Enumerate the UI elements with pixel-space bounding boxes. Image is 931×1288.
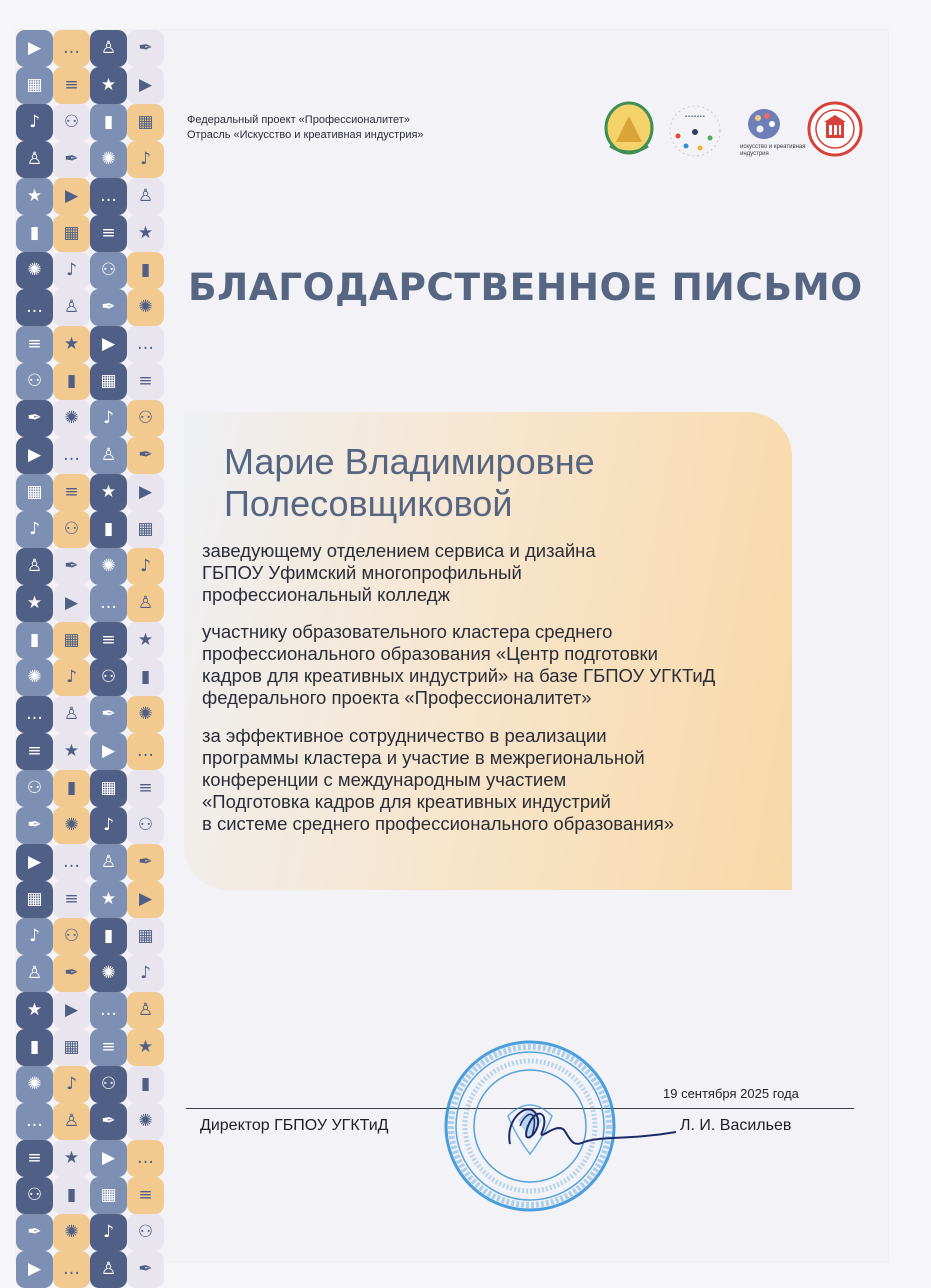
chat-icon: … [127,1140,164,1177]
star-icon: ★ [16,585,53,622]
audio-icon: ▮ [90,104,127,141]
recipient-name-line1: Марие Владимировне [224,441,595,482]
star-icon: ★ [90,881,127,918]
star-icon: ★ [53,326,90,363]
play-icon: ▶ [16,844,53,881]
document-icon: ≡ [90,215,127,252]
palette-icon [740,106,810,142]
film-icon: ▦ [16,67,53,104]
art-industry-logo [740,106,810,166]
audio-icon: ▮ [16,1029,53,1066]
people-icon: ⚇ [16,1177,53,1214]
letter-title: БЛАГОДАРСТВЕННОЕ ПИСЬМО [188,265,863,309]
gratitude-reason: за эффективное сотрудничество в реализации программы кластера и участие в межрегиональной конференции с международным участием «Подготовка кадров для креативных индустрий в системе среднего профессионального образования» [202,725,675,834]
aperture-icon: ✺ [16,1066,53,1103]
note-icon: ♪ [16,918,53,955]
chat-icon: … [16,1103,53,1140]
star-icon: ★ [16,178,53,215]
dress-icon: ♙ [127,585,164,622]
pen-nib-icon: ✒ [127,30,164,67]
document-icon: ≡ [127,1177,164,1214]
document-icon: ≡ [53,881,90,918]
note-icon: ♪ [127,955,164,992]
star-icon: ★ [127,622,164,659]
film-icon: ▦ [90,1177,127,1214]
pen-nib-icon: ✒ [16,807,53,844]
document-icon: ≡ [127,363,164,400]
note-icon: ♪ [127,548,164,585]
chat-icon: … [90,992,127,1029]
chat-icon: … [90,178,127,215]
dress-icon: ♙ [53,1103,90,1140]
audio-icon: ▮ [127,252,164,289]
people-icon: ⚇ [16,770,53,807]
people-icon: ⚇ [53,918,90,955]
aperture-icon: ✺ [90,141,127,178]
star-icon: ★ [90,67,127,104]
aperture-icon: ✺ [90,548,127,585]
signer-name: Л. И. Васильев [680,1117,792,1134]
audio-icon: ▮ [127,659,164,696]
film-icon: ▦ [16,881,53,918]
chat-icon: … [127,733,164,770]
chat-icon: … [90,585,127,622]
dress-icon: ♙ [53,289,90,326]
chat-icon: … [127,326,164,363]
star-icon: ★ [127,215,164,252]
play-icon: ▶ [127,881,164,918]
pen-nib-icon: ✒ [53,548,90,585]
star-icon: ★ [16,992,53,1029]
document-icon: ≡ [90,622,127,659]
people-icon: ⚇ [16,363,53,400]
people-icon: ⚇ [127,400,164,437]
play-icon: ▶ [16,1251,53,1288]
film-icon: ▦ [53,622,90,659]
dress-icon: ♙ [127,992,164,1029]
play-icon: ▶ [90,1140,127,1177]
play-icon: ▶ [127,474,164,511]
chat-icon: … [53,844,90,881]
aperture-icon: ✺ [16,659,53,696]
aperture-icon: ✺ [16,252,53,289]
aperture-icon: ✺ [53,400,90,437]
star-icon: ★ [127,1029,164,1066]
pen-nib-icon: ✒ [53,955,90,992]
play-icon: ▶ [90,733,127,770]
people-icon: ⚇ [53,104,90,141]
people-icon: ⚇ [127,1214,164,1251]
decorative-icon-strip [16,30,164,1279]
people-icon: ⚇ [53,511,90,548]
handwritten-signature-icon [480,1086,680,1166]
document-icon: ≡ [127,770,164,807]
document-icon: ≡ [90,1029,127,1066]
letter-date: 19 сентября 2025 года [663,1086,799,1101]
dress-icon: ♙ [16,548,53,585]
play-icon: ▶ [53,585,90,622]
partner-logos [604,100,866,170]
play-icon: ▶ [127,67,164,104]
aperture-icon: ✺ [127,696,164,733]
note-icon: ♪ [90,1214,127,1251]
dress-icon: ♙ [90,437,127,474]
pen-nib-icon: ✒ [127,844,164,881]
film-icon: ▦ [16,474,53,511]
aperture-icon: ✺ [90,955,127,992]
note-icon: ♪ [127,141,164,178]
note-icon: ♪ [16,104,53,141]
aperture-icon: ✺ [127,289,164,326]
dress-icon: ♙ [16,955,53,992]
audio-icon: ▮ [16,622,53,659]
recipient-name [224,441,784,525]
play-icon: ▶ [53,178,90,215]
note-icon: ♪ [53,252,90,289]
audio-icon: ▮ [53,770,90,807]
audio-icon: ▮ [53,1177,90,1214]
art-logo-caption: искусство и креативная индустрия [740,144,806,157]
play-icon: ▶ [53,992,90,1029]
chat-icon: … [16,696,53,733]
people-icon: ⚇ [90,252,127,289]
dress-icon: ♙ [53,696,90,733]
document-icon: ≡ [16,733,53,770]
film-icon: ▦ [53,1029,90,1066]
dress-icon: ♙ [127,178,164,215]
chat-icon: … [53,1251,90,1288]
play-icon: ▶ [16,437,53,474]
aperture-icon: ✺ [53,807,90,844]
director-position: Директор ГБПОУ УГКТиД [200,1117,389,1134]
document-icon: ≡ [16,1140,53,1177]
document-icon: ≡ [16,326,53,363]
film-icon: ▦ [90,363,127,400]
pen-nib-icon: ✒ [16,400,53,437]
chat-icon: … [53,30,90,67]
audio-icon: ▮ [90,511,127,548]
pen-nib-icon: ✒ [127,1251,164,1288]
pen-nib-icon: ✒ [53,141,90,178]
note-icon: ♪ [53,659,90,696]
project-name: Федеральный проект «Профессионалитет» [187,114,410,126]
film-icon: ▦ [127,511,164,548]
audio-icon: ▮ [127,1066,164,1103]
play-icon: ▶ [16,30,53,67]
aperture-icon: ✺ [127,1103,164,1140]
note-icon: ♪ [90,807,127,844]
pen-nib-icon: ✒ [90,696,127,733]
industry-name: Отрасль «Искусство и креативная индустрия» [187,129,424,141]
star-icon: ★ [53,1140,90,1177]
pen-nib-icon: ✒ [16,1214,53,1251]
recipient-name-line2: Полесовщиковой [224,483,513,524]
aperture-icon: ✺ [53,1214,90,1251]
chat-icon: … [53,437,90,474]
bashkortostan-emblem-icon [604,102,654,158]
dress-icon: ♙ [90,30,127,67]
dress-icon: ♙ [90,1251,127,1288]
professionalitet-logo-icon [666,102,724,160]
project-header [187,113,424,143]
film-icon: ▦ [90,770,127,807]
film-icon: ▦ [127,918,164,955]
college-emblem-icon [806,100,864,158]
people-icon: ⚇ [90,659,127,696]
cluster-participation: участнику образовательного кластера среднего профессионального образования «Центр подготовки кадров для креативных индустрий» на базе ГБПОУ УГКТиД федерального проекта «Профессионалитет» [202,621,716,708]
audio-icon: ▮ [16,215,53,252]
film-icon: ▦ [53,215,90,252]
note-icon: ♪ [16,511,53,548]
document-icon: ≡ [53,67,90,104]
star-icon: ★ [90,474,127,511]
audio-icon: ▮ [90,918,127,955]
dress-icon: ♙ [16,141,53,178]
star-icon: ★ [53,733,90,770]
dress-icon: ♙ [90,844,127,881]
people-icon: ⚇ [90,1066,127,1103]
film-icon: ▦ [127,104,164,141]
svg-text:•••••••: ••••••• [684,114,706,120]
audio-icon: ▮ [53,363,90,400]
pen-nib-icon: ✒ [90,289,127,326]
recipient-position: заведующему отделением сервиса и дизайна ГБПОУ Уфимский многопрофильный профессиональный колледж [202,540,596,605]
pen-nib-icon: ✒ [90,1103,127,1140]
note-icon: ♪ [90,400,127,437]
note-icon: ♪ [53,1066,90,1103]
document-icon: ≡ [53,474,90,511]
pen-nib-icon: ✒ [127,437,164,474]
chat-icon: … [16,289,53,326]
play-icon: ▶ [90,326,127,363]
people-icon: ⚇ [127,807,164,844]
